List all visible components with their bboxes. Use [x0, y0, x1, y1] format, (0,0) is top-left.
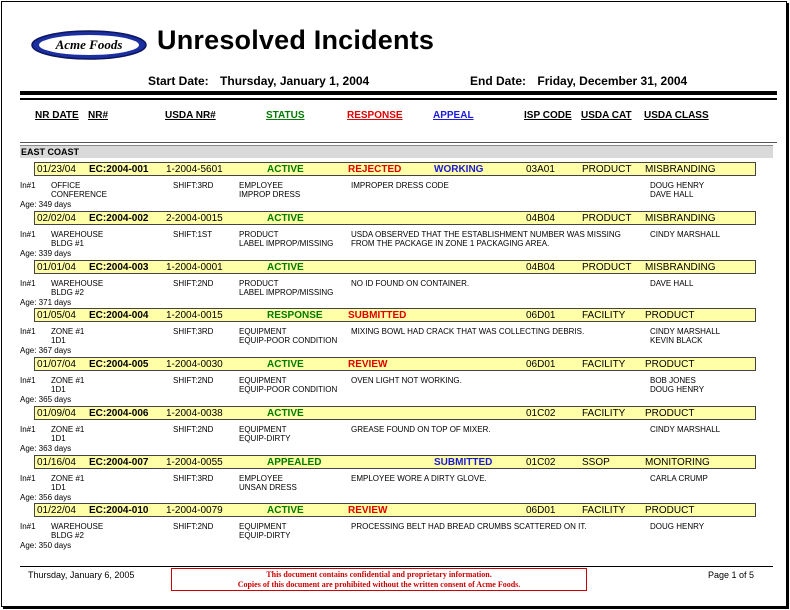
- incident-location: ZONE #1 1D1: [51, 327, 85, 345]
- incident-nr-number: EC:2004-002: [89, 213, 149, 224]
- incident-nr-number: EC:2004-003: [89, 262, 149, 273]
- incident-shift: SHIFT:2ND: [173, 522, 214, 531]
- incident-people: BOB JONES DOUG HENRY: [650, 376, 705, 394]
- incident-age: Age: 349 days: [20, 200, 72, 209]
- incident-usda-nr: 2-2004-0015: [166, 213, 223, 224]
- report-page: [1, 1, 787, 607]
- incident-incident-number: In#1: [20, 230, 36, 239]
- incident-record: [20, 406, 777, 455]
- incident-incident-number: In#1: [20, 181, 36, 190]
- col-nr-num: NR#: [88, 110, 109, 121]
- incident-people: CINDY MARSHALL: [650, 425, 721, 434]
- incident-status: APPEALED: [267, 457, 322, 468]
- incident-record: [20, 211, 777, 260]
- incident-location: ZONE #1 1D1: [51, 376, 85, 394]
- incident-location: OFFICE CONFERENCE: [51, 181, 108, 199]
- incident-shift: SHIFT:1ST: [173, 230, 213, 239]
- header-rule-bottom: [20, 98, 777, 100]
- incident-usda-class: PRODUCT: [645, 359, 695, 370]
- start-date-value: Thursday, January 1, 2004: [220, 74, 370, 88]
- incident-usda-cat: PRODUCT: [582, 213, 632, 224]
- incident-category: EQUIPMENT EQUIP-DIRTY: [239, 522, 291, 540]
- incident-summary-bar: [34, 406, 756, 420]
- incident-description: PROCESSING BELT HAD BREAD CRUMBS SCATTERED ON IT.: [351, 522, 587, 531]
- incident-nr-date: 01/05/04: [37, 310, 76, 321]
- incident-record: [20, 357, 777, 406]
- incident-nr-number: EC:2004-010: [89, 505, 149, 516]
- incident-nr-number: EC:2004-006: [89, 408, 149, 419]
- notice-line-1: This document contains confidential and proprietary information.: [266, 570, 492, 579]
- incident-people: DOUG HENRY DAVE HALL: [650, 181, 705, 199]
- notice-line-2: Copies of this document are prohibited without the written consent of Acme Foods.: [237, 580, 521, 589]
- incident-appeal: SUBMITTED: [434, 457, 493, 468]
- start-date: [148, 74, 369, 88]
- incident-age: Age: 367 days: [20, 346, 72, 355]
- incident-usda-class: PRODUCT: [645, 310, 695, 321]
- footer-date: Thursday, January 6, 2005: [28, 570, 135, 580]
- incident-category: EMPLOYEE UNSAN DRESS: [239, 474, 297, 492]
- incident-status: RESPONSE: [267, 310, 323, 321]
- incident-description: NO ID FOUND ON CONTAINER.: [351, 279, 470, 288]
- incident-usda-class: MISBRANDING: [645, 262, 716, 273]
- incident-shift: SHIFT:2ND: [173, 425, 214, 434]
- incident-usda-class: MISBRANDING: [645, 164, 716, 175]
- incident-category: EQUIPMENT EQUIP-POOR CONDITION: [239, 327, 338, 345]
- incident-response: REJECTED: [348, 164, 402, 175]
- col-appeal: APPEAL: [433, 110, 474, 121]
- incident-nr-date: 01/09/04: [37, 408, 76, 419]
- incident-usda-class: PRODUCT: [645, 408, 695, 419]
- incident-description: EMPLOYEE WORE A DIRTY GLOVE.: [351, 474, 487, 483]
- incident-usda-cat: PRODUCT: [582, 164, 632, 175]
- incident-status: ACTIVE: [267, 408, 304, 419]
- incident-incident-number: In#1: [20, 376, 36, 385]
- incident-category: EQUIPMENT EQUIP-DIRTY: [239, 425, 291, 443]
- incident-summary-bar: [34, 455, 756, 469]
- col-response: RESPONSE: [347, 110, 403, 121]
- incident-shift: SHIFT:2ND: [173, 376, 214, 385]
- incident-summary-bar: [34, 357, 756, 371]
- incident-isp-code: 06D01: [526, 310, 556, 321]
- incident-age: Age: 350 days: [20, 541, 72, 550]
- incident-nr-number: EC:2004-001: [89, 164, 149, 175]
- incident-description: MIXING BOWL HAD CRACK THAT WAS COLLECTING DEBRIS.: [351, 327, 585, 336]
- incident-category: PRODUCT LABEL IMPROP/MISSING: [239, 279, 334, 297]
- incident-record: [20, 503, 777, 552]
- end-date-value: Friday, December 31, 2004: [537, 74, 688, 88]
- incident-category: PRODUCT LABEL IMPROP/MISSING: [239, 230, 334, 248]
- incident-isp-code: 01C02: [526, 457, 556, 468]
- incident-usda-nr: 1-2004-5601: [166, 164, 223, 175]
- incident-status: ACTIVE: [267, 505, 304, 516]
- incident-description: GREASE FOUND ON TOP OF MIXER.: [351, 425, 491, 434]
- incident-record: [20, 308, 777, 357]
- incident-incident-number: In#1: [20, 474, 36, 483]
- incident-status: ACTIVE: [267, 359, 304, 370]
- incident-age: Age: 356 days: [20, 493, 72, 502]
- incident-incident-number: In#1: [20, 522, 36, 531]
- incident-people: CINDY MARSHALL: [650, 230, 721, 239]
- incident-people: CARLA CRUMP: [650, 474, 708, 483]
- incident-nr-date: 01/22/04: [37, 505, 76, 516]
- incident-nr-number: EC:2004-005: [89, 359, 149, 370]
- incident-incident-number: In#1: [20, 327, 36, 336]
- incident-age: Age: 365 days: [20, 395, 72, 404]
- incident-usda-cat: FACILITY: [582, 408, 626, 419]
- incident-status: ACTIVE: [267, 213, 304, 224]
- incident-response: REVIEW: [348, 505, 388, 516]
- incident-usda-nr: 1-2004-0001: [166, 262, 223, 273]
- incident-record: [20, 455, 777, 504]
- incident-summary-bar: [34, 308, 756, 322]
- incident-people: DAVE HALL: [650, 279, 694, 288]
- col-isp-code: ISP CODE: [524, 110, 572, 121]
- col-usda-cat: USDA CAT: [581, 110, 632, 121]
- incident-isp-code: 04B04: [526, 213, 555, 224]
- incident-age: Age: 339 days: [20, 249, 72, 258]
- incident-people: CINDY MARSHALL KEVIN BLACK: [650, 327, 721, 345]
- incident-usda-cat: SSOP: [582, 457, 610, 468]
- incident-record: [20, 162, 777, 211]
- incident-usda-class: PRODUCT: [645, 505, 695, 516]
- incident-usda-nr: 1-2004-0079: [166, 505, 223, 516]
- incident-appeal: WORKING: [434, 164, 484, 175]
- incident-shift: SHIFT:3RD: [173, 181, 214, 190]
- incident-usda-cat: PRODUCT: [582, 262, 632, 273]
- incident-isp-code: 06D01: [526, 505, 556, 516]
- incident-usda-class: MISBRANDING: [645, 213, 716, 224]
- acme-foods-logo: [30, 29, 148, 61]
- incident-incident-number: In#1: [20, 425, 36, 434]
- section-rule: [20, 142, 777, 143]
- incident-nr-date: 01/01/04: [37, 262, 76, 273]
- incident-description: IMPROPER DRESS CODE: [351, 181, 449, 190]
- incident-summary-bar: [34, 162, 756, 176]
- incident-location: ZONE #1 1D1: [51, 425, 85, 443]
- incident-response: SUBMITTED: [348, 310, 407, 321]
- incident-description: OVEN LIGHT NOT WORKING.: [351, 376, 462, 385]
- incident-status: ACTIVE: [267, 262, 304, 273]
- section-east-coast: EAST COAST: [20, 145, 773, 158]
- incident-age: Age: 371 days: [20, 298, 72, 307]
- incident-isp-code: 06D01: [526, 359, 556, 370]
- incident-age: Age: 363 days: [20, 444, 72, 453]
- incident-isp-code: 03A01: [526, 164, 555, 175]
- incident-status: ACTIVE: [267, 164, 304, 175]
- col-usda-class: USDA CLASS: [644, 110, 709, 121]
- col-status: STATUS: [266, 110, 305, 121]
- end-date-label: End Date:: [470, 74, 527, 88]
- incident-nr-date: 01/07/04: [37, 359, 76, 370]
- col-usda-nr: USDA NR#: [165, 110, 216, 121]
- incident-usda-cat: FACILITY: [582, 505, 626, 516]
- end-date: [470, 74, 687, 88]
- incident-nr-date: 01/23/04: [37, 164, 76, 175]
- logo-text: Acme Foods: [55, 37, 123, 52]
- incident-people: DOUG HENRY: [650, 522, 705, 531]
- col-nr-date: NR DATE: [35, 110, 79, 121]
- incident-location: WAREHOUSE BLDG #1: [51, 230, 104, 248]
- incident-record: [20, 260, 777, 309]
- incident-nr-date: 01/16/04: [37, 457, 76, 468]
- incident-nr-number: EC:2004-007: [89, 457, 149, 468]
- incident-summary-bar: [34, 260, 756, 274]
- incident-usda-nr: 1-2004-0038: [166, 408, 223, 419]
- incident-shift: SHIFT:2ND: [173, 279, 214, 288]
- incident-usda-cat: FACILITY: [582, 310, 626, 321]
- page-title: Unresolved Incidents: [157, 25, 435, 55]
- incident-usda-nr: 1-2004-0015: [166, 310, 223, 321]
- incident-nr-number: EC:2004-004: [89, 310, 149, 321]
- incident-summary-bar: [34, 211, 756, 225]
- incident-response: REVIEW: [348, 359, 388, 370]
- header-rule-top: [20, 91, 777, 95]
- incident-isp-code: 01C02: [526, 408, 556, 419]
- start-date-label: Start Date:: [148, 74, 209, 88]
- incident-usda-nr: 1-2004-0030: [166, 359, 223, 370]
- incident-incident-number: In#1: [20, 279, 36, 288]
- incident-nr-date: 02/02/04: [37, 213, 76, 224]
- incident-summary-bar: [34, 503, 756, 517]
- incident-category: EMPLOYEE IMPROP DRESS: [239, 181, 301, 199]
- incident-usda-nr: 1-2004-0055: [166, 457, 223, 468]
- incident-location: ZONE #1 1D1: [51, 474, 85, 492]
- incident-shift: SHIFT:3RD: [173, 327, 214, 336]
- incident-location: WAREHOUSE BLDG #2: [51, 279, 104, 297]
- incident-description: USDA OBSERVED THAT THE ESTABLISHMENT NUMBER WAS MISSING FROM THE PACKAGE IN ZONE 1 PACKAGING AREA.: [351, 230, 621, 248]
- incident-category: EQUIPMENT EQUIP-POOR CONDITION: [239, 376, 338, 394]
- incident-isp-code: 04B04: [526, 262, 555, 273]
- page-number: Page 1 of 5: [708, 570, 755, 580]
- incident-usda-class: MONITORING: [645, 457, 710, 468]
- footer-rule: [20, 566, 773, 567]
- incident-usda-cat: FACILITY: [582, 359, 626, 370]
- incident-shift: SHIFT:3RD: [173, 474, 214, 483]
- confidential-notice: [171, 568, 587, 591]
- incident-location: WAREHOUSE BLDG #2: [51, 522, 104, 540]
